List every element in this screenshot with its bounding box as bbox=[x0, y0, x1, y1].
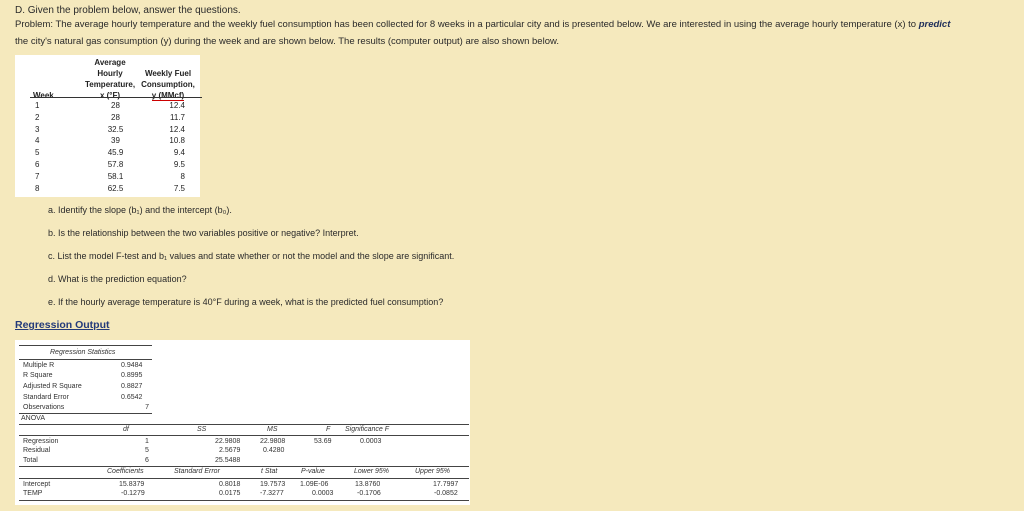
stat-value: 0.9484 bbox=[121, 362, 143, 369]
rule bbox=[19, 500, 469, 501]
coef-cell: -7.3277 bbox=[260, 490, 284, 497]
week-cell: 4 bbox=[35, 136, 40, 146]
anova-header-f: F bbox=[326, 426, 331, 433]
question-c: c. List the model F-test and b₁ values and state whether or not the model and the slope are significant. bbox=[48, 251, 455, 261]
question-e: e. If the hourly average temperature is 40°F during a week, what is the predicted fuel consumption? bbox=[48, 297, 444, 307]
rule bbox=[19, 345, 152, 346]
stat-label: Standard Error bbox=[23, 394, 69, 401]
problem-line-1 bbox=[15, 16, 950, 33]
anova-cell: 0.4280 bbox=[263, 447, 285, 454]
week-cell: 3 bbox=[35, 124, 40, 134]
coef-cell: -0.1706 bbox=[357, 490, 381, 497]
coef-header: P-value bbox=[301, 468, 325, 475]
stat-label: R Square bbox=[23, 372, 53, 379]
temp-cell: 32.5 bbox=[107, 124, 124, 134]
rule bbox=[19, 466, 469, 467]
fuel-cell: 12.4 bbox=[169, 101, 185, 110]
anova-row-label: Residual bbox=[23, 447, 51, 454]
fuel-cell: 8 bbox=[180, 171, 185, 181]
temp-header: Average Hourly Temperature, x (°F) bbox=[84, 58, 136, 100]
problem-emphasis: predict bbox=[918, 19, 951, 30]
fuel-cell: 11.7 bbox=[170, 112, 185, 122]
coef-cell: 0.8018 bbox=[219, 481, 241, 488]
anova-label: ANOVA bbox=[21, 415, 45, 422]
anova-header-ss: SS bbox=[197, 426, 207, 433]
coef-cell: 13.8760 bbox=[355, 481, 381, 488]
coef-header: Coefficients bbox=[107, 468, 144, 475]
anova-cell: 0.0003 bbox=[360, 438, 382, 445]
stat-value: 0.6542 bbox=[121, 394, 143, 401]
stat-value: 0.8995 bbox=[121, 372, 143, 379]
anova-cell: 2.5679 bbox=[219, 447, 241, 454]
temp-cell: 58.1 bbox=[107, 171, 124, 181]
coef-header: Upper 95% bbox=[415, 468, 451, 475]
regression-output bbox=[15, 340, 470, 505]
coef-row-label: TEMP bbox=[23, 490, 43, 497]
coef-cell: 1.09E-06 bbox=[300, 481, 329, 488]
temp-cell: 39 bbox=[111, 136, 120, 146]
coef-cell: 0.0175 bbox=[219, 490, 241, 497]
coef-header: Lower 95% bbox=[354, 468, 390, 475]
data-table bbox=[15, 55, 200, 197]
rule bbox=[19, 413, 152, 414]
coef-header: t Stat bbox=[261, 468, 278, 475]
section-header: D. Given the problem below, answer the questions. bbox=[15, 5, 241, 16]
problem-line-2: the city's natural gas consumption (y) during the week and are shown below. The results (computer output) are also shown below. bbox=[15, 36, 559, 47]
week-cell: 7 bbox=[35, 171, 40, 181]
week-header: Week bbox=[33, 91, 54, 100]
anova-header-df: df bbox=[123, 426, 129, 433]
temp-cell: 28 bbox=[111, 101, 120, 110]
anova-row-label: Total bbox=[23, 457, 38, 464]
question-b: b. Is the relationship between the two variables positive or negative? Interpret. bbox=[48, 228, 359, 238]
anova-cell: 53.69 bbox=[314, 438, 332, 445]
coef-cell: 19.7573 bbox=[260, 481, 286, 488]
stat-label: Observations bbox=[23, 404, 65, 411]
coef-cell: 17.7997 bbox=[433, 481, 459, 488]
coef-header: Standard Error bbox=[174, 468, 220, 475]
question-a: a. Identify the slope (b₁) and the intercept (b₀). bbox=[48, 205, 232, 215]
problem-text: Problem: The average hourly temperature and the weekly fuel consumption has been collected for 8 weeks in a particular city and is presented below. We are interested in using the average hourly temperature (x) to bbox=[15, 19, 919, 30]
fuel-cell: 12.4 bbox=[169, 124, 185, 134]
anova-cell: 1 bbox=[145, 438, 149, 445]
temp-cell: 45.9 bbox=[107, 148, 124, 158]
header-divider bbox=[30, 97, 202, 98]
week-cell: 2 bbox=[35, 112, 40, 122]
fuel-header: Weekly Fuel Consumption, y (MMcf) bbox=[141, 69, 195, 100]
coef-cell: -0.0852 bbox=[434, 490, 458, 497]
question-d: d. What is the prediction equation? bbox=[48, 274, 187, 284]
week-cell: 5 bbox=[35, 148, 40, 158]
temp-cell: 57.8 bbox=[107, 160, 124, 169]
fuel-cell: 10.8 bbox=[169, 136, 185, 146]
fuel-cell: 9.5 bbox=[173, 160, 185, 169]
anova-header-ms: MS bbox=[267, 426, 278, 433]
anova-cell: 22.9808 bbox=[260, 438, 286, 445]
anova-header-sigf: Significance F bbox=[345, 426, 389, 433]
stats-title: Regression Statistics bbox=[50, 349, 116, 356]
rule bbox=[19, 424, 469, 425]
week-cell: 1 bbox=[35, 101, 40, 110]
rule bbox=[19, 478, 469, 479]
week-cell: 6 bbox=[35, 160, 40, 169]
week-cell: 8 bbox=[35, 183, 40, 193]
rule bbox=[19, 435, 469, 436]
anova-cell: 22.9808 bbox=[215, 438, 241, 445]
stat-value: 0.8827 bbox=[121, 383, 143, 390]
temp-cell: 28 bbox=[111, 112, 120, 122]
fuel-cell: 7.5 bbox=[173, 183, 185, 193]
stat-label: Adjusted R Square bbox=[23, 383, 82, 390]
anova-row-label: Regression bbox=[23, 438, 59, 445]
rule bbox=[19, 359, 152, 360]
anova-cell: 5 bbox=[145, 447, 149, 454]
anova-cell: 6 bbox=[145, 457, 149, 464]
stat-value: 7 bbox=[145, 404, 149, 411]
fuel-cell: 9.4 bbox=[173, 148, 185, 158]
anova-cell: 25.5488 bbox=[215, 457, 241, 464]
coef-cell: -0.1279 bbox=[121, 490, 145, 497]
coef-row-label: Intercept bbox=[23, 481, 51, 488]
regression-title: Regression Output bbox=[15, 319, 110, 331]
stat-label: Multiple R bbox=[23, 362, 55, 369]
coef-cell: 0.0003 bbox=[312, 490, 334, 497]
coef-cell: 15.8379 bbox=[119, 481, 145, 488]
temp-cell: 62.5 bbox=[107, 183, 124, 193]
